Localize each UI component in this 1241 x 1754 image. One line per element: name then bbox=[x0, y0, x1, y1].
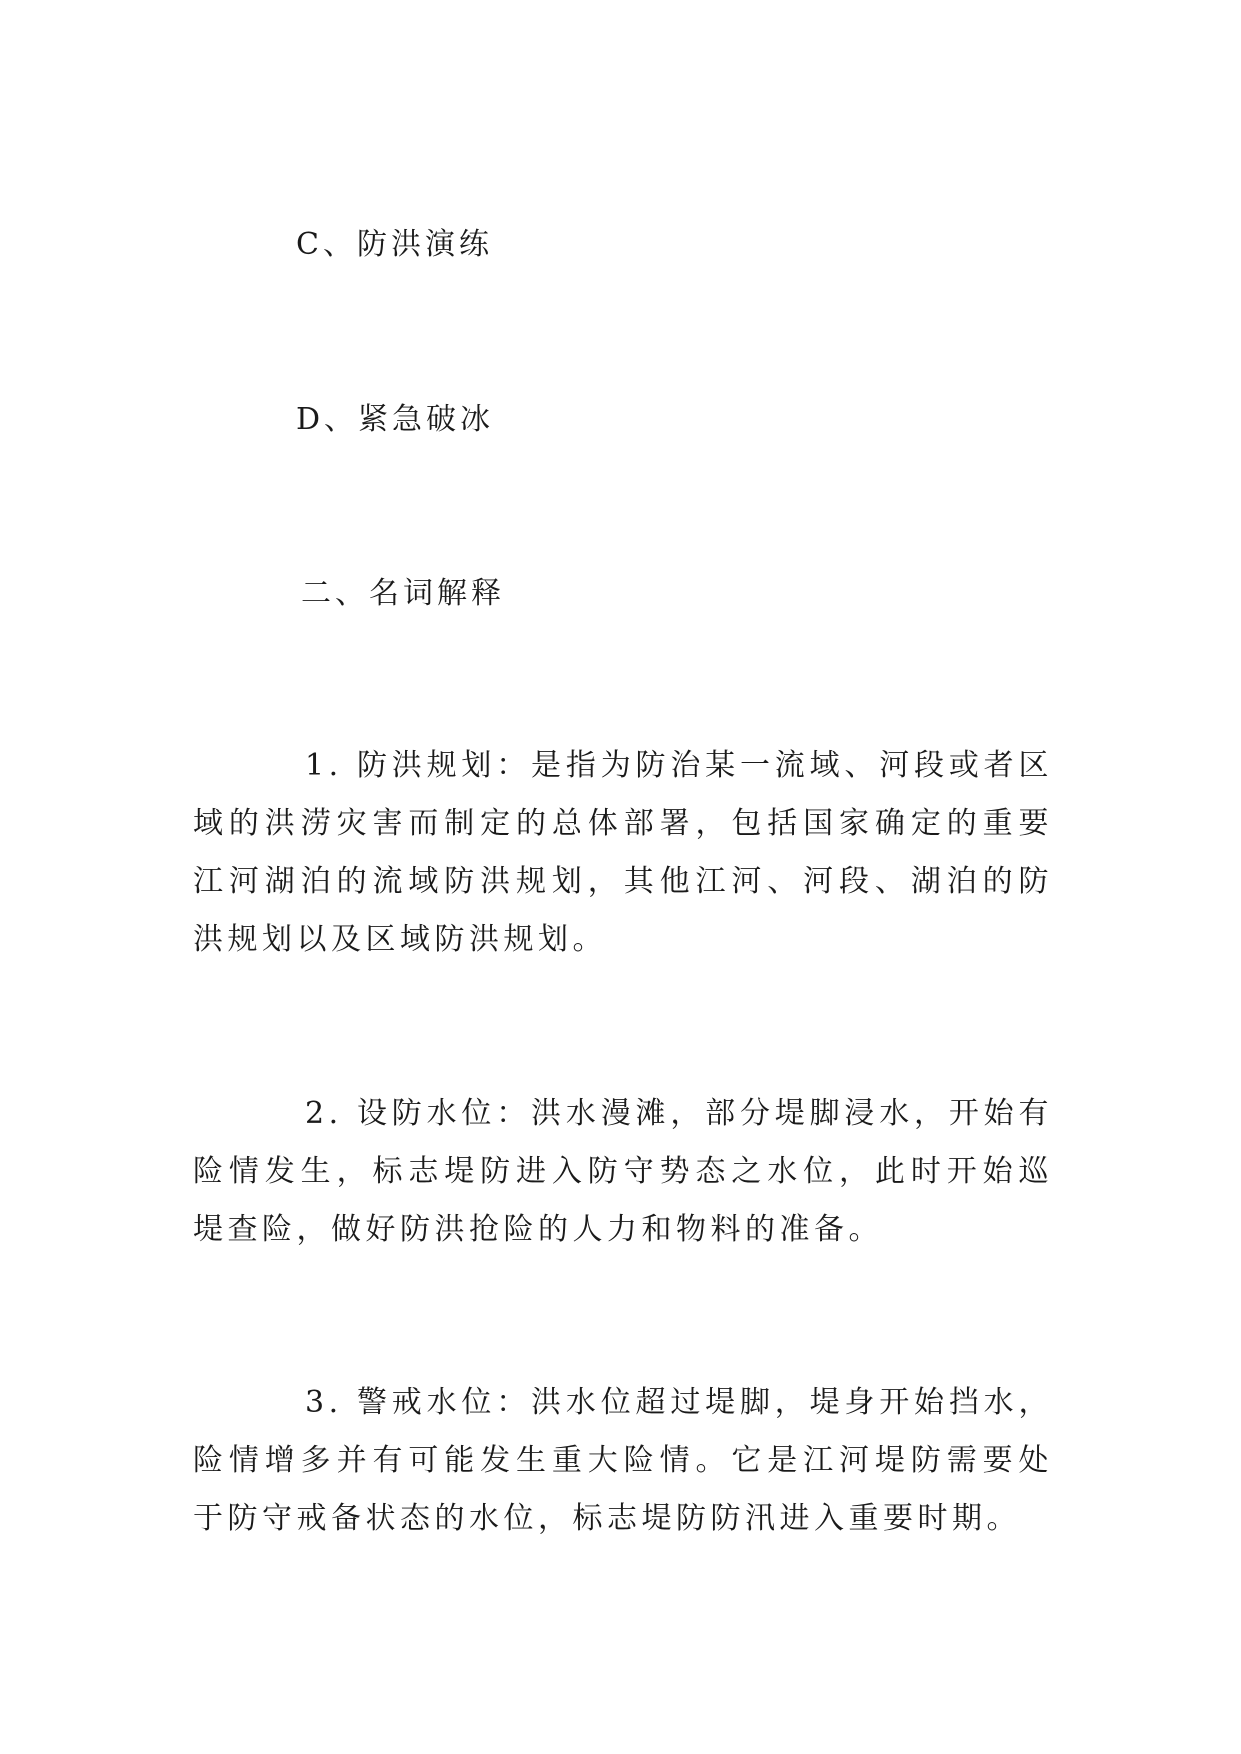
term-2-text: 2. 设防水位：洪水漫滩，部分堤脚浸水，开始有险情发生，标志堤防进入防守势态之水位，此时开始巡堤查险，做好防洪抢险的人力和物料的准备。 bbox=[193, 1096, 1053, 1247]
option-c: C、防洪演练 bbox=[296, 227, 493, 262]
term-2-paragraph bbox=[193, 1085, 1053, 1259]
section-heading: 二、名词解释 bbox=[301, 576, 505, 611]
term-3-paragraph bbox=[193, 1374, 1053, 1548]
term-1-paragraph bbox=[193, 737, 1053, 969]
option-d: D、紧急破冰 bbox=[296, 402, 495, 437]
term-1-text: 1. 防洪规划：是指为防治某一流域、河段或者区域的洪涝灾害而制定的总体部署，包括国家确定的重要江河湖泊的流域防洪规划，其他江河、河段、湖泊的防洪规划以及区域防洪规划。 bbox=[193, 748, 1053, 957]
term-3-text: 3. 警戒水位：洪水位超过堤脚，堤身开始挡水，险情增多并有可能发生重大险情。它是江河堤防需要处于防守戒备状态的水位，标志堤防防汛进入重要时期。 bbox=[193, 1385, 1053, 1536]
